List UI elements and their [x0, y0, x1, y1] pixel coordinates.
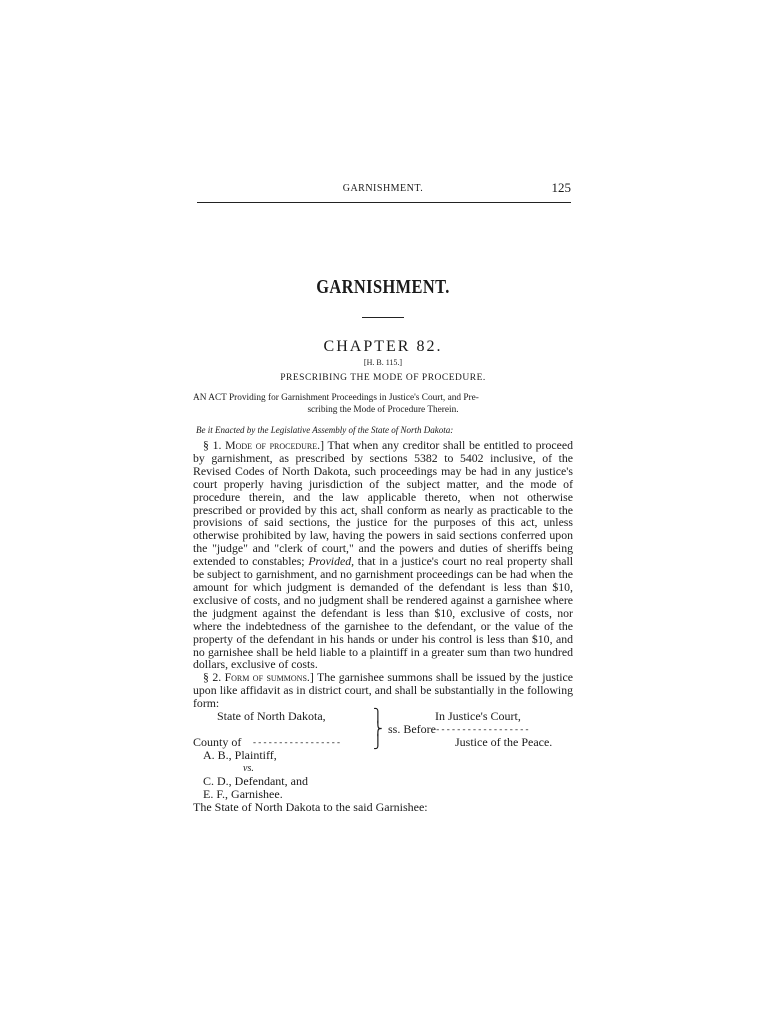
form-ss: ss. Before — [388, 722, 436, 737]
form-ss-dashes: - - - - - - - - - - - - - - - - - - - — [431, 724, 529, 735]
form-justice: Justice of the Peace. — [455, 735, 553, 750]
enacting-clause: Be it Enacted by the Legislative Assembly of the State of North Dakota: — [196, 425, 454, 435]
section-1-text-a: That when any creditor shall be entitled to proceed by garnishment, as prescribed by sections 5382 to 5402 inclusive, of the Revised Codes of North Dakota, such proceedings may be had in any justice's court properly having jurisdiction of the subject matter, and the mode of procedure therein, and the law applicable thereto, when not otherwise prescribed or provided by this act, shall conform as nearly as practicable to the provisions of said sections, the justice for the purposes of this act, unless otherwise prohibited by law, having the powers in said sections conferred upon the "judge" and "clerk of court," and the powers and duties of sheriffs being extended to constables; — [193, 438, 573, 569]
act-title — [193, 392, 573, 416]
document-page — [193, 180, 574, 815]
brace-mid: ⎬ — [373, 721, 383, 737]
form-plaintiff: A. B., Plaintiff, — [203, 748, 277, 763]
section-1-heading: Mode of procedure.] — [225, 438, 325, 452]
section-2-text: The garnishee summons shall be issued by the justice upon like affidavit as in district court, and shall be substantially in the following form: — [193, 670, 573, 711]
section-1-provided: Provided, — [308, 554, 355, 569]
form-garnishee: E. F., Garnishee. — [203, 787, 283, 802]
running-head-title: GARNISHMENT. — [342, 183, 424, 194]
form-address: The State of North Dakota to the said Garnishee: — [193, 800, 428, 815]
section-2-heading: Form of summons.] — [224, 670, 314, 685]
form-vs: vs. — [243, 763, 254, 775]
form-county: County of — [193, 735, 242, 750]
act-title-line-1: AN ACT Providing for Garnishment Proceedings in Justice's Court, and Pre- — [193, 393, 479, 403]
summons-form — [193, 708, 573, 815]
chapter-heading: CHAPTER 82. — [323, 338, 443, 355]
section-1 — [193, 439, 573, 671]
statute-body — [193, 439, 573, 710]
form-court: In Justice's Court, — [435, 709, 521, 724]
section-2 — [193, 671, 573, 710]
chapter-subtitle: PRESCRIBING THE MODE OF PROCEDURE. — [280, 373, 486, 383]
bill-reference: [H. B. 115.] — [363, 358, 403, 367]
brace-top: ⎫ — [373, 708, 383, 724]
brace-bottom: ⎭ — [373, 734, 383, 750]
form-defendant: C. D., Defendant, and — [203, 774, 308, 789]
header-rule — [197, 202, 571, 203]
act-title-line-2: scribing the Mode of Procedure Therein. — [307, 405, 459, 415]
section-1-number: § 1. — [203, 438, 222, 452]
form-state: State of North Dakota, — [217, 709, 326, 724]
section-2-number: § 2. — [203, 670, 222, 685]
title-divider — [362, 317, 404, 318]
page-number: 125 — [551, 180, 571, 195]
running-head — [193, 180, 573, 198]
section-1-text-b: that in a justice's court no real property shall be subject to garnishment, and no garnishment proceedings can be had when the amount for which judgment is demanded of the defendant is less than $10, exclusive of costs, and no judgment shall be rendered against a garnishee where the judgment against the defendant is less than $10, exclusive of costs, nor where the indebtedness of the garnishee to the defendant, or the value of the property of the defendant in his hands or under his control is less than $10, and no garnishee shall be held liable to a plaintiff in a greater sum than two hundred dollars, exclusive of costs. — [193, 554, 574, 672]
main-title: GARNISHMENT. — [316, 276, 450, 298]
form-county-dashes: - - - - - - - - - - - - - - - - - — [253, 737, 340, 748]
